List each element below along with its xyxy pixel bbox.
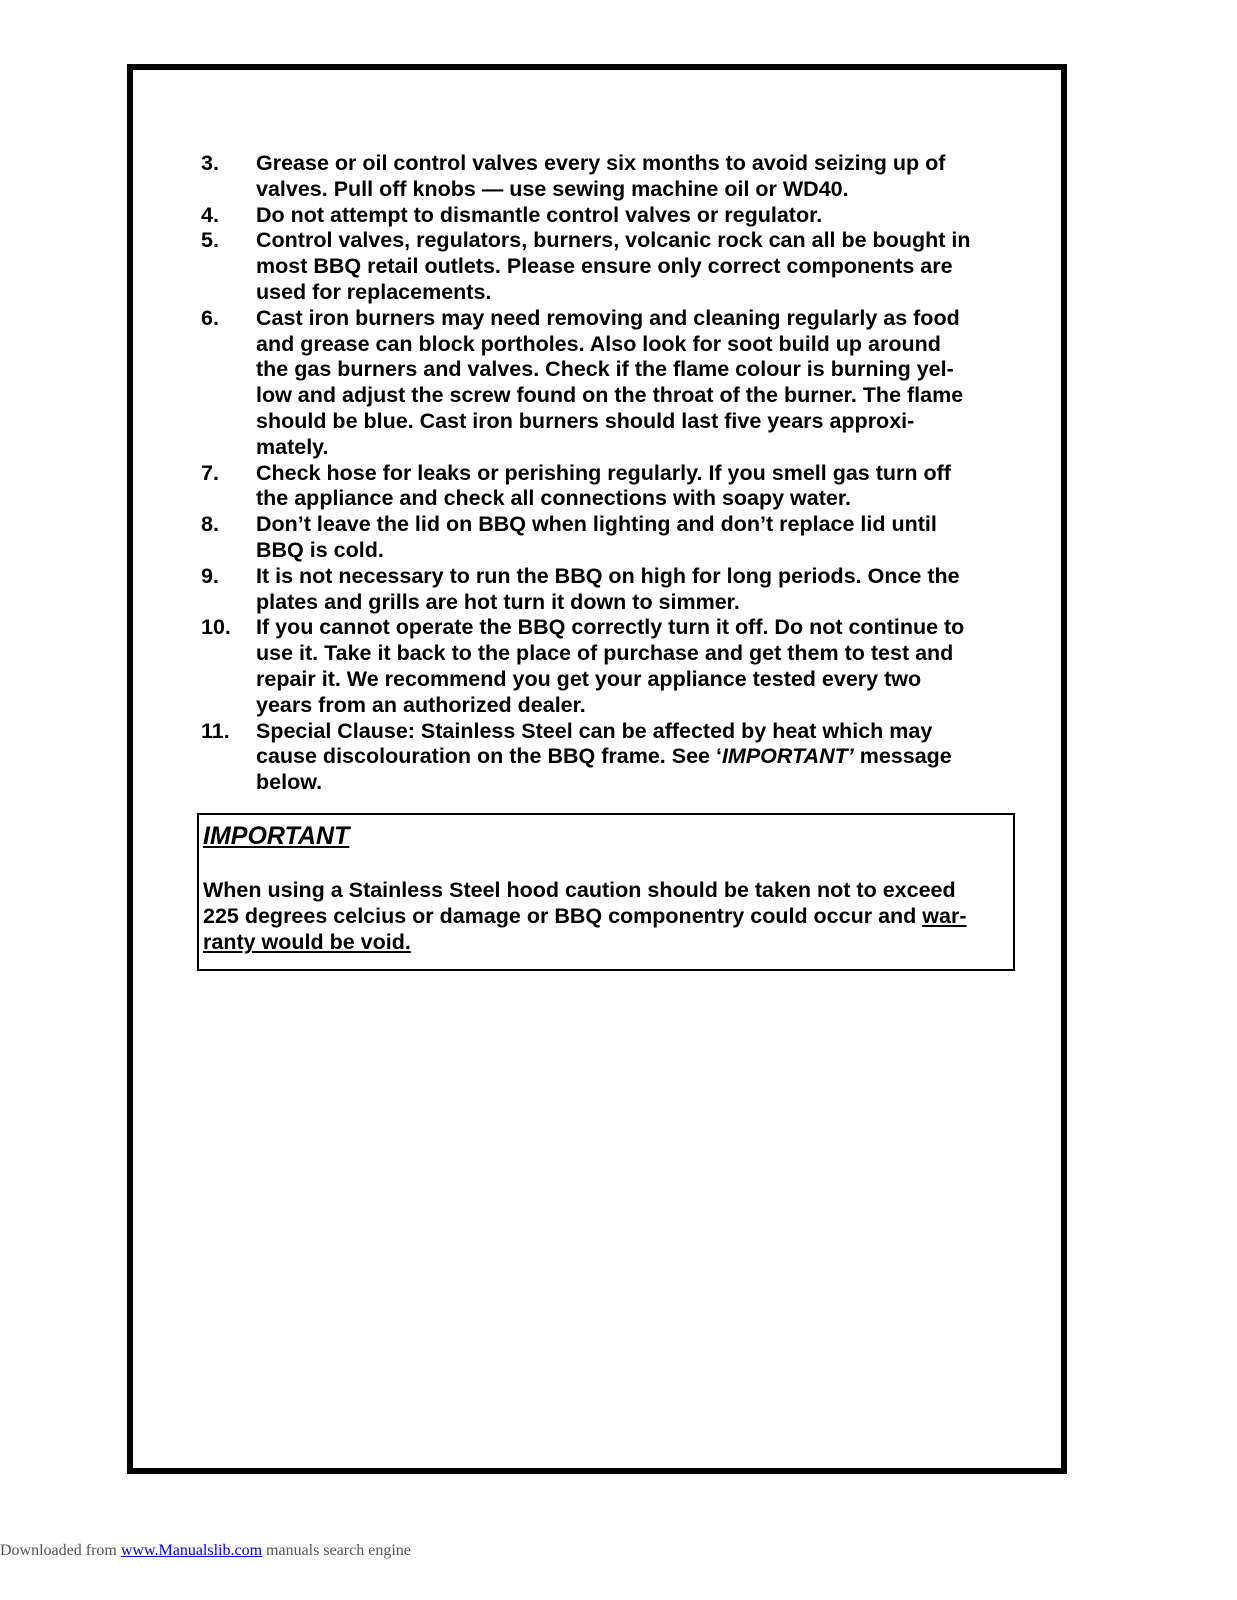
list-item [201, 564, 1016, 616]
list-item [201, 512, 1016, 564]
item-number: 11. [201, 718, 230, 743]
item-text-line: valves. Pull off knobs — use sewing machine oil or WD40. [256, 176, 849, 201]
item-text: message [853, 744, 952, 769]
item-text-line: Don’t leave the lid on BBQ when lighting and don’t replace lid until [256, 512, 937, 537]
footer-prefix: Downloaded from [0, 1542, 121, 1559]
item-text-line [256, 744, 1016, 770]
item-text-line: used for replacements. [256, 279, 492, 304]
list-item [201, 228, 1016, 305]
item-text-line: Grease or oil control valves every six months to avoid seizing up of [256, 151, 946, 175]
item-text-line: plates and grills are hot turn it down to simmer. [256, 589, 740, 614]
important-title: IMPORTANT [203, 822, 350, 850]
item-number: 4. [201, 202, 219, 227]
important-text: 225 degrees celcius or damage or BBQ componentry could occur and [203, 904, 923, 928]
item-number: 8. [201, 512, 219, 537]
item-text-line: Cast iron burners may need removing and cleaning regularly as food [256, 305, 960, 330]
important-text-line: When using a Stainless Steel hood caution should be taken not to exceed [203, 878, 956, 902]
item-text-line: BBQ is cold. [256, 537, 384, 562]
item-text-line: repair it. We recommend you get your appliance tested every two [256, 666, 922, 691]
list-item [201, 306, 1016, 461]
item-number: 9. [201, 563, 219, 588]
item-text-line: Special Clause: Stainless Steel can be affected by heat which may [256, 718, 933, 743]
manualslib-link[interactable]: www.Manualslib.com [120, 1542, 263, 1559]
item-text-line: years from an authorized dealer. [256, 692, 586, 717]
item-text-line: should be blue. Cast iron burners should last five years approxi- [256, 408, 915, 433]
item-text-line: the appliance and check all connections with soapy water. [256, 486, 852, 511]
important-reference: IMPORTANT’ [721, 744, 854, 769]
item-text-line: below. [256, 770, 323, 795]
item-number: 7. [201, 460, 219, 485]
list-item-11 [201, 719, 1016, 796]
item-number: 10. [201, 615, 231, 640]
item-text-line: Check hose for leaks or perishing regularly. If you smell gas turn off [256, 460, 951, 485]
maintenance-list [201, 151, 1016, 796]
download-footer [0, 1542, 411, 1560]
item-text-line: mately. [256, 434, 329, 459]
list-item [201, 461, 1016, 513]
item-text-line: Do not attempt to dismantle control valves or regulator. [256, 202, 823, 227]
item-text-line: It is not necessary to run the BBQ on high for long periods. Once the [256, 563, 960, 588]
item-text-line: low and adjust the screw found on the throat of the burner. The flame [256, 383, 964, 408]
list-item [201, 151, 1016, 203]
item-text-line: most BBQ retail outlets. Please ensure only correct components are [256, 254, 953, 279]
important-text-underlined: war- [922, 904, 967, 928]
important-text-line [203, 903, 1013, 929]
item-text: cause discolouration on the BBQ frame. See ‘ [256, 744, 722, 769]
item-number: 3. [201, 151, 219, 175]
item-text-line: and grease can block portholes. Also look for soot build up around [256, 331, 941, 356]
item-text-line: the gas burners and valves. Check if the flame colour is burning yel- [256, 357, 954, 382]
list-item [201, 203, 1016, 229]
item-number: 5. [201, 228, 219, 253]
important-text-line: ranty would be void. [203, 930, 411, 954]
item-number: 6. [201, 305, 219, 330]
footer-suffix: manuals search engine [262, 1542, 411, 1559]
item-text-line: use it. Take it back to the place of purchase and get them to test and [256, 641, 954, 666]
important-body [203, 877, 1013, 955]
item-text-line: Control valves, regulators, burners, volcanic rock can all be bought in [256, 228, 971, 253]
important-notice-box [197, 813, 1015, 971]
list-item [201, 615, 1016, 718]
item-text-line: If you cannot operate the BBQ correctly turn it off. Do not continue to [256, 615, 965, 640]
